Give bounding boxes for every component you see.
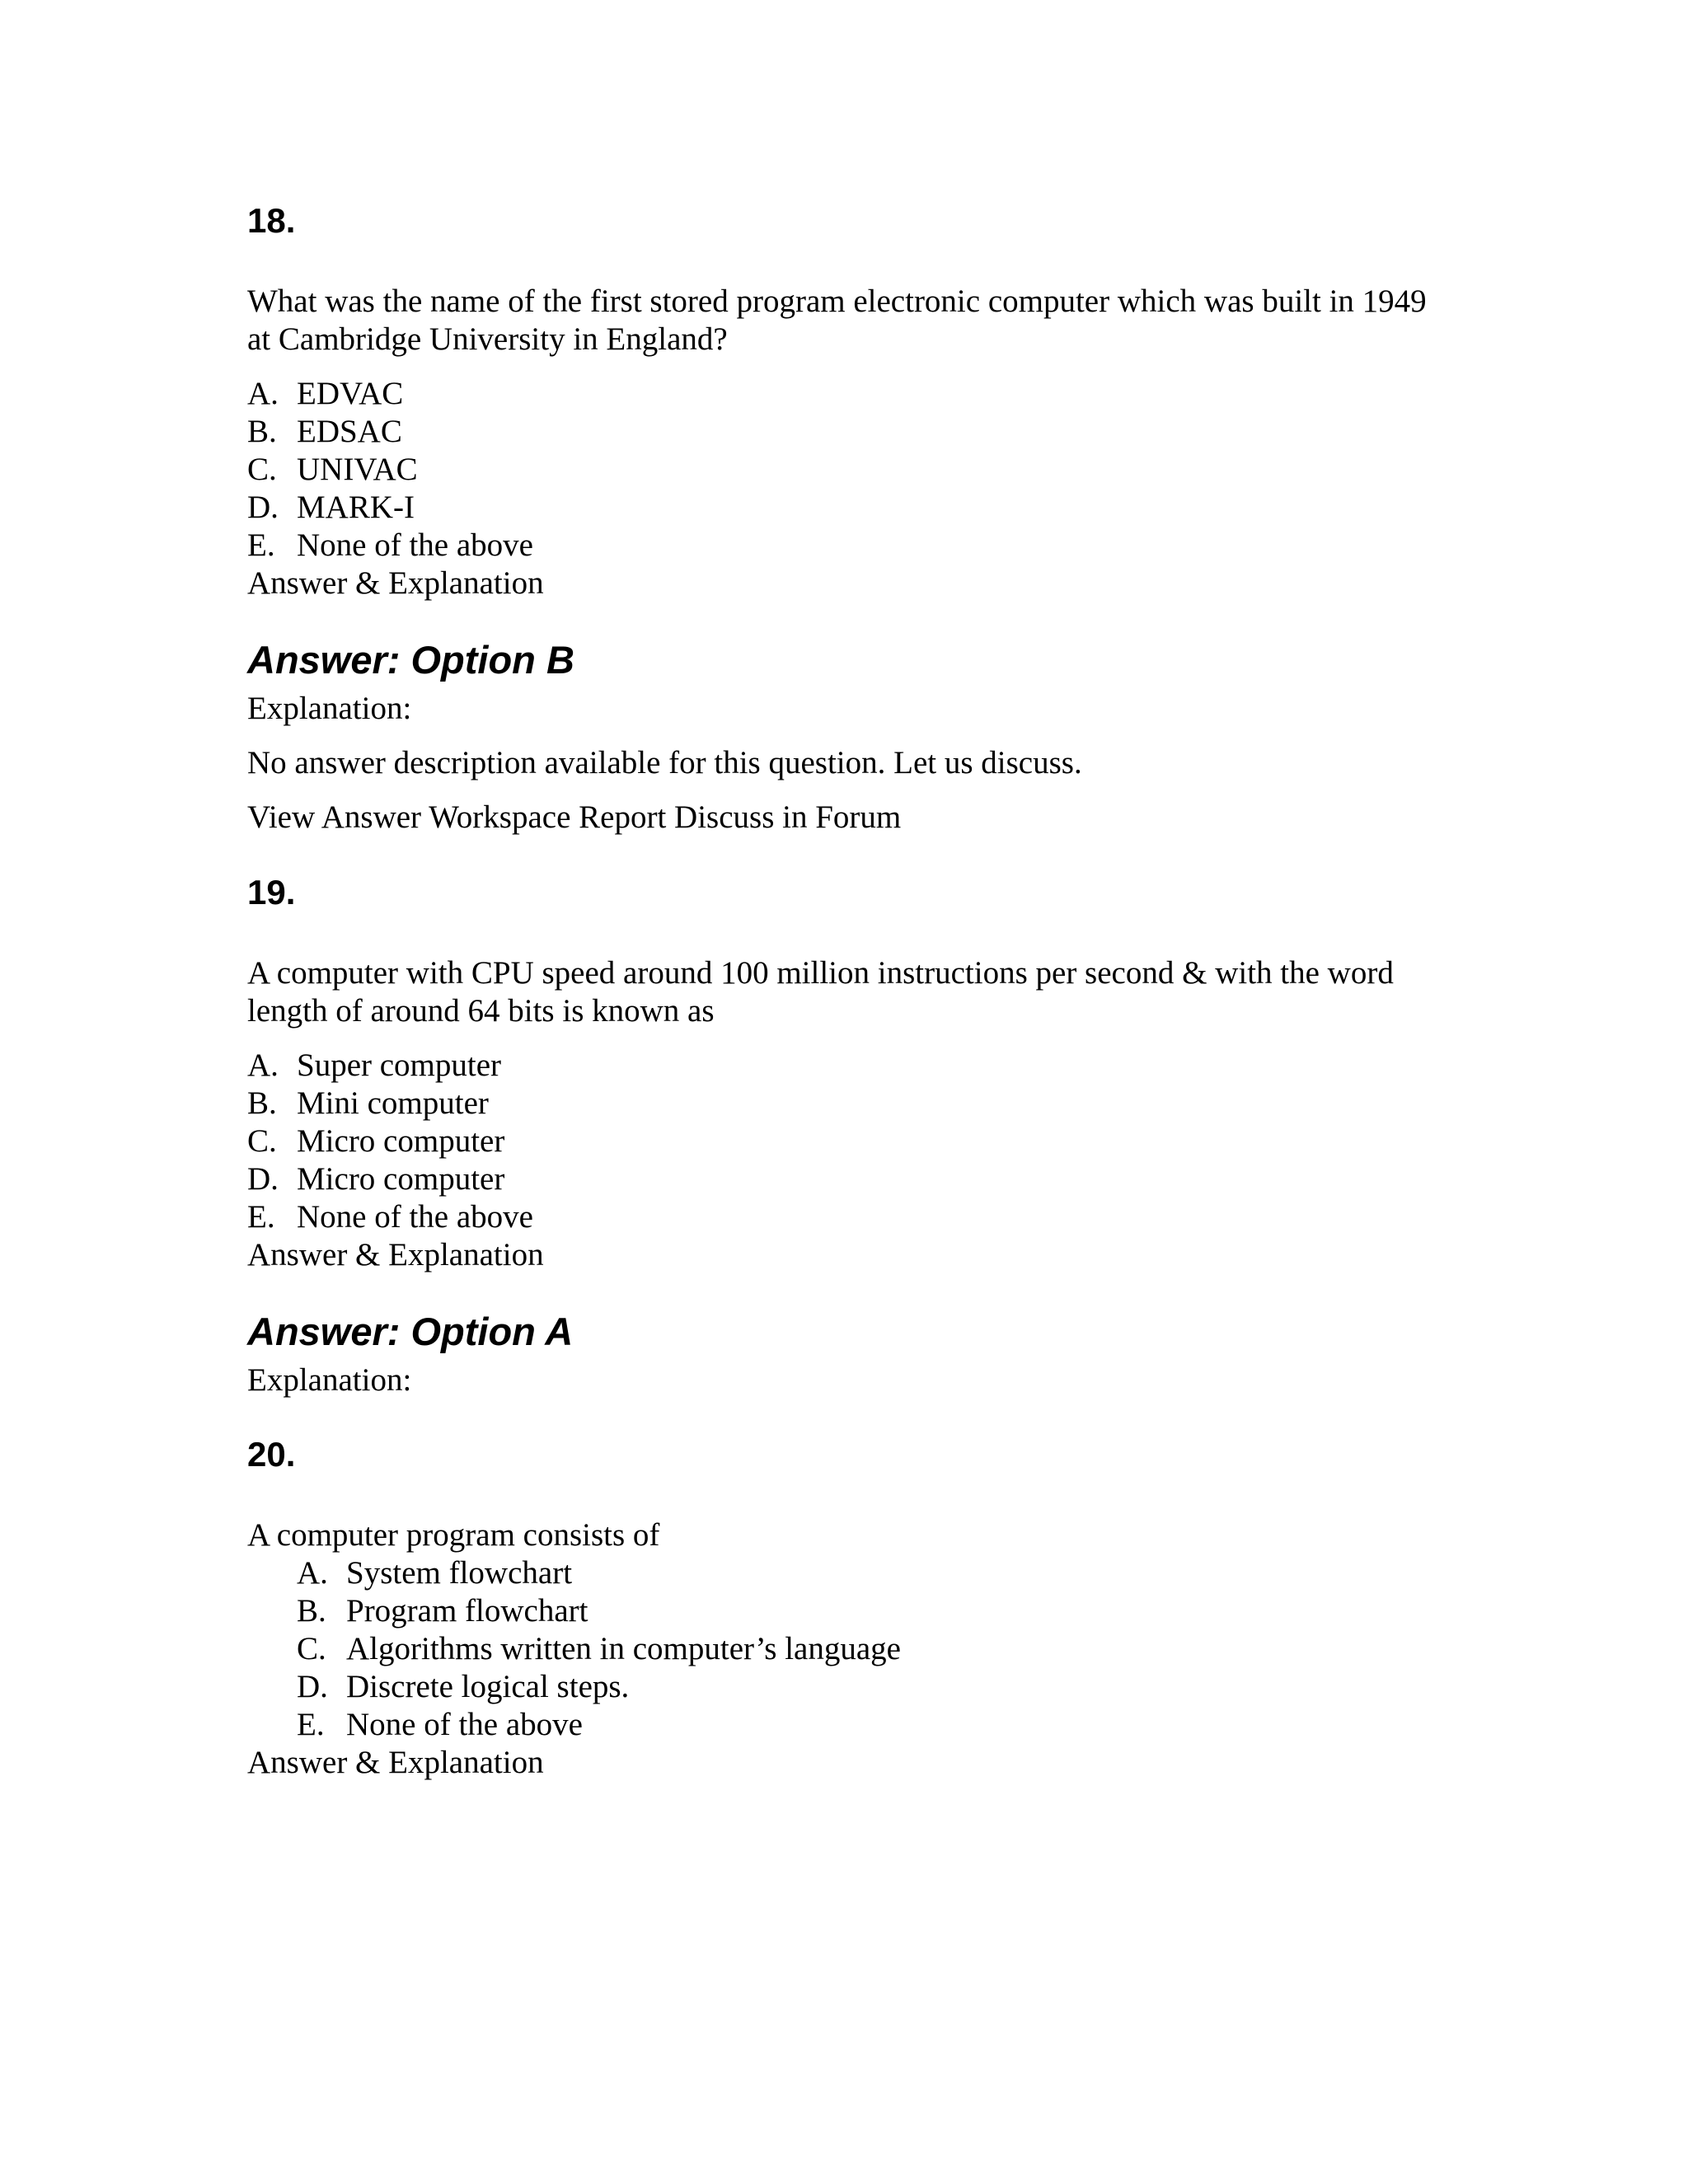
option-b: B. EDSAC xyxy=(247,414,402,449)
question-links xyxy=(247,799,901,837)
option-a: A. System flowchart xyxy=(297,1555,573,1591)
option-text: Program flowchart xyxy=(346,1593,588,1629)
answer-explanation-link[interactable]: Answer & Explanation xyxy=(247,1745,544,1780)
option-text: Discrete logical steps. xyxy=(346,1669,630,1704)
option-text: EDSAC xyxy=(297,414,402,449)
question-number: 20. xyxy=(247,1435,296,1474)
options-list xyxy=(247,375,533,565)
view-answer-link[interactable]: View Answer xyxy=(247,799,422,835)
option-a: A. EDVAC xyxy=(247,376,404,411)
options-list xyxy=(297,1554,901,1744)
question-text: What was the name of the first stored program electronic computer which was built in 1949 at Cambridge University in England? xyxy=(247,284,1427,357)
option-text: EDVAC xyxy=(297,376,404,411)
discuss-in-forum-link[interactable]: Discuss in Forum xyxy=(674,799,902,835)
option-d: D. MARK-I xyxy=(247,490,415,525)
report-link[interactable]: Report xyxy=(579,799,667,835)
option-d: D. Micro computer xyxy=(247,1161,505,1197)
option-text: Micro computer xyxy=(297,1161,505,1197)
option-text: None of the above xyxy=(297,1199,533,1235)
option-text: None of the above xyxy=(297,527,533,563)
option-text: Micro computer xyxy=(297,1123,505,1159)
answer-explanation-link[interactable]: Answer & Explanation xyxy=(247,565,544,601)
answer-heading: Answer: Option A xyxy=(247,1310,574,1353)
option-text: Mini computer xyxy=(297,1085,489,1121)
option-text: Super computer xyxy=(297,1047,502,1083)
option-text: MARK-I xyxy=(297,490,415,525)
explanation-label: Explanation: xyxy=(247,691,412,726)
option-text: None of the above xyxy=(346,1707,583,1742)
option-c: C. Algorithms written in computer’s language xyxy=(297,1631,901,1666)
question-text: A computer with CPU speed around 100 million instructions per second & with the word length of around 64 bits is known as xyxy=(247,955,1394,1029)
option-e: E. None of the above xyxy=(297,1707,583,1742)
explanation-label: Explanation: xyxy=(247,1362,412,1398)
question-text: A computer program consists of xyxy=(247,1517,660,1553)
option-c: C. Micro computer xyxy=(247,1123,505,1159)
option-e: E. None of the above xyxy=(247,1199,533,1235)
question-number: 18. xyxy=(247,201,296,240)
option-b: B. Program flowchart xyxy=(297,1593,588,1629)
answer-explanation-link[interactable]: Answer & Explanation xyxy=(247,1237,544,1272)
document-page xyxy=(247,0,1442,2184)
option-text: UNIVAC xyxy=(297,452,418,487)
option-b: B. Mini computer xyxy=(247,1085,489,1121)
options-list xyxy=(247,1047,533,1236)
option-text: System flowchart xyxy=(346,1555,573,1591)
explanation-text: No answer description available for this question. Let us discuss. xyxy=(247,745,1082,780)
question-number: 19. xyxy=(247,873,296,912)
option-text: Algorithms written in computer’s language xyxy=(346,1631,901,1666)
option-a: A. Super computer xyxy=(247,1047,502,1083)
option-e: E. None of the above xyxy=(247,527,533,563)
answer-heading: Answer: Option B xyxy=(247,638,574,682)
option-c: C. UNIVAC xyxy=(247,452,418,487)
option-d: D. Discrete logical steps. xyxy=(297,1669,630,1704)
workspace-link[interactable]: Workspace xyxy=(429,799,571,835)
